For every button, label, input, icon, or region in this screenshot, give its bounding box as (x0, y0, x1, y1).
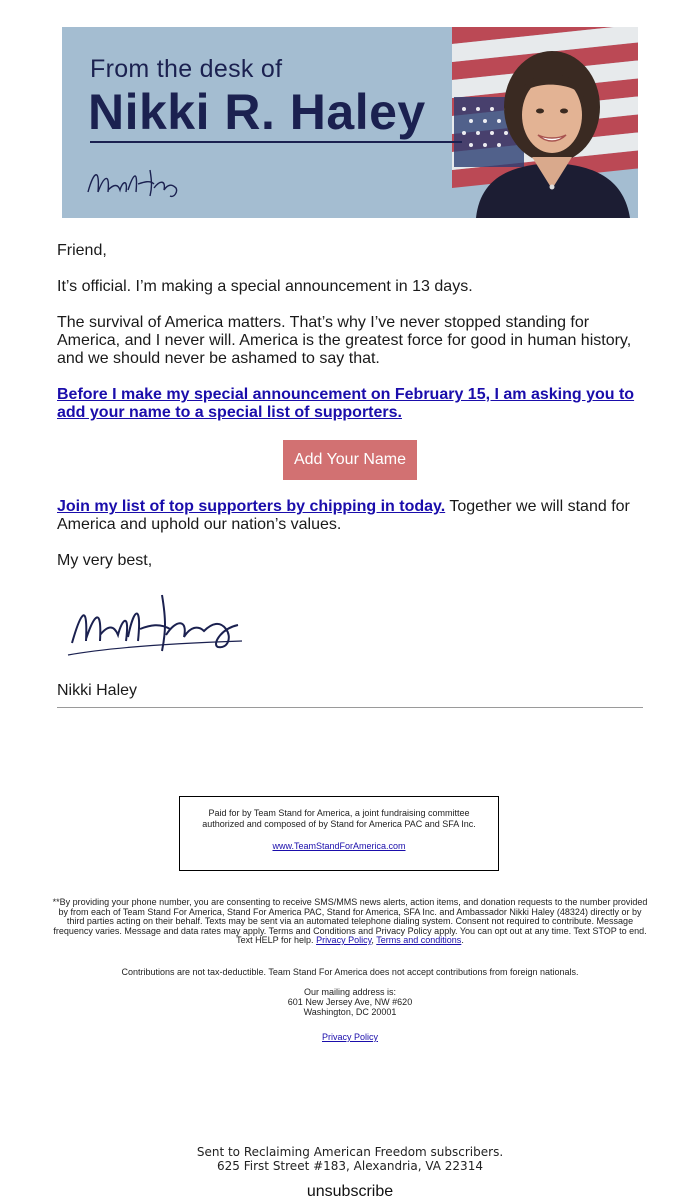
mailing-address-line2: Washington, DC 20001 (303, 1007, 397, 1017)
portrait-photo (466, 39, 638, 218)
paragraph-chip-in (57, 498, 647, 534)
signoff-name: Nikki Haley (57, 682, 138, 699)
banner-signature-icon (84, 162, 184, 202)
closing-line: My very best, (57, 552, 153, 569)
paragraph-survival: The survival of America matters. That’s why I’ve never stopped standing for America, and I never will. America is the greatest force for good in human history, and we should never be ashamed to say that. (57, 314, 632, 367)
privacy-policy-row (50, 1033, 650, 1043)
chip-in-link[interactable]: Join my list of top supporters by chipping in today. (57, 498, 446, 515)
terms-link[interactable]: Terms and conditions (376, 935, 462, 945)
add-name-link[interactable]: Before I make my special announcement on February 15, I am asking you to add your name to a special list of supporters. (57, 386, 635, 421)
sent-to-line: Sent to Reclaiming American Freedom subscribers. (196, 1145, 504, 1159)
header-banner (62, 27, 638, 218)
paid-for-text: Paid for by Team Stand for America, a joint fundraising committee authorized and composed of by Stand for America PAC and SFA Inc. (202, 808, 476, 829)
banner-name: Nikki R. Haley (88, 84, 426, 140)
sms-disclaimer: **By providing your phone number, you are consenting to receive SMS/MMS news alerts, action items, and donation requests to the number provided by from each of Team Stand For America, Stand For America PAC, Stand for America, SFA Inc. and Ambassador Nikki Haley (48324) directly or by third parties acting on their behalf. Texts may be sent via an automated telephone dialing system. Consent not required to contribute. Message frequency varies. Message and data rates may apply. Terms and Conditions and Privacy Policy apply. You can opt out at any time. Text STOP to end. Text HELP for help. Privacy Policy, Terms and conditions. (52, 897, 648, 945)
paragraph-add-name (57, 386, 647, 422)
paid-for-box (179, 796, 499, 871)
divider (57, 707, 643, 708)
greeting: Friend, (57, 242, 107, 259)
footer-address: 625 First Street #183, Alexandria, VA 22314 (217, 1159, 483, 1173)
contributions-notice: Contributions are not tax-deductible. Team Stand For America does not accept contributions from foreign nationals. (121, 967, 579, 977)
chip-in-rest: Together we will stand for America and uphold our nation’s values. (57, 498, 630, 533)
signature-icon (62, 585, 252, 660)
banner-rule (90, 141, 462, 143)
add-your-name-button[interactable]: Add Your Name (283, 440, 417, 480)
mailing-label: Our mailing address is: (303, 987, 397, 997)
privacy-policy-footer-link[interactable]: Privacy Policy (321, 1032, 378, 1042)
from-desk-text: From the desk of (90, 55, 283, 83)
mailing-address-line1: 601 New Jersey Ave, NW #620 (287, 997, 413, 1007)
privacy-policy-link[interactable]: Privacy Policy (316, 935, 372, 945)
website-link[interactable]: www.TeamStandForAmerica.com (272, 841, 406, 851)
unsubscribe-link[interactable]: unsubscribe (306, 1183, 394, 1200)
sms-disclaimer-text: **By providing your phone number, you are consenting to receive SMS/MMS news alerts, action items, and donation requests to the number provided by from each of Team Stand For America, Stand For America PAC, Stand for America, SFA Inc. and Ambassador Nikki Haley (48324) directly or by third parties acting on their behalf. Texts may be sent via an automated telephone dialing system. Consent not required to contribute. Message frequency varies. Message and data rates may apply. Terms and Conditions and Privacy Policy apply. You can opt out at any time. Text STOP to end. Text HELP for help. (52, 897, 648, 945)
paragraph-announcement: It’s official. I’m making a special announcement in 13 days. (57, 278, 473, 295)
